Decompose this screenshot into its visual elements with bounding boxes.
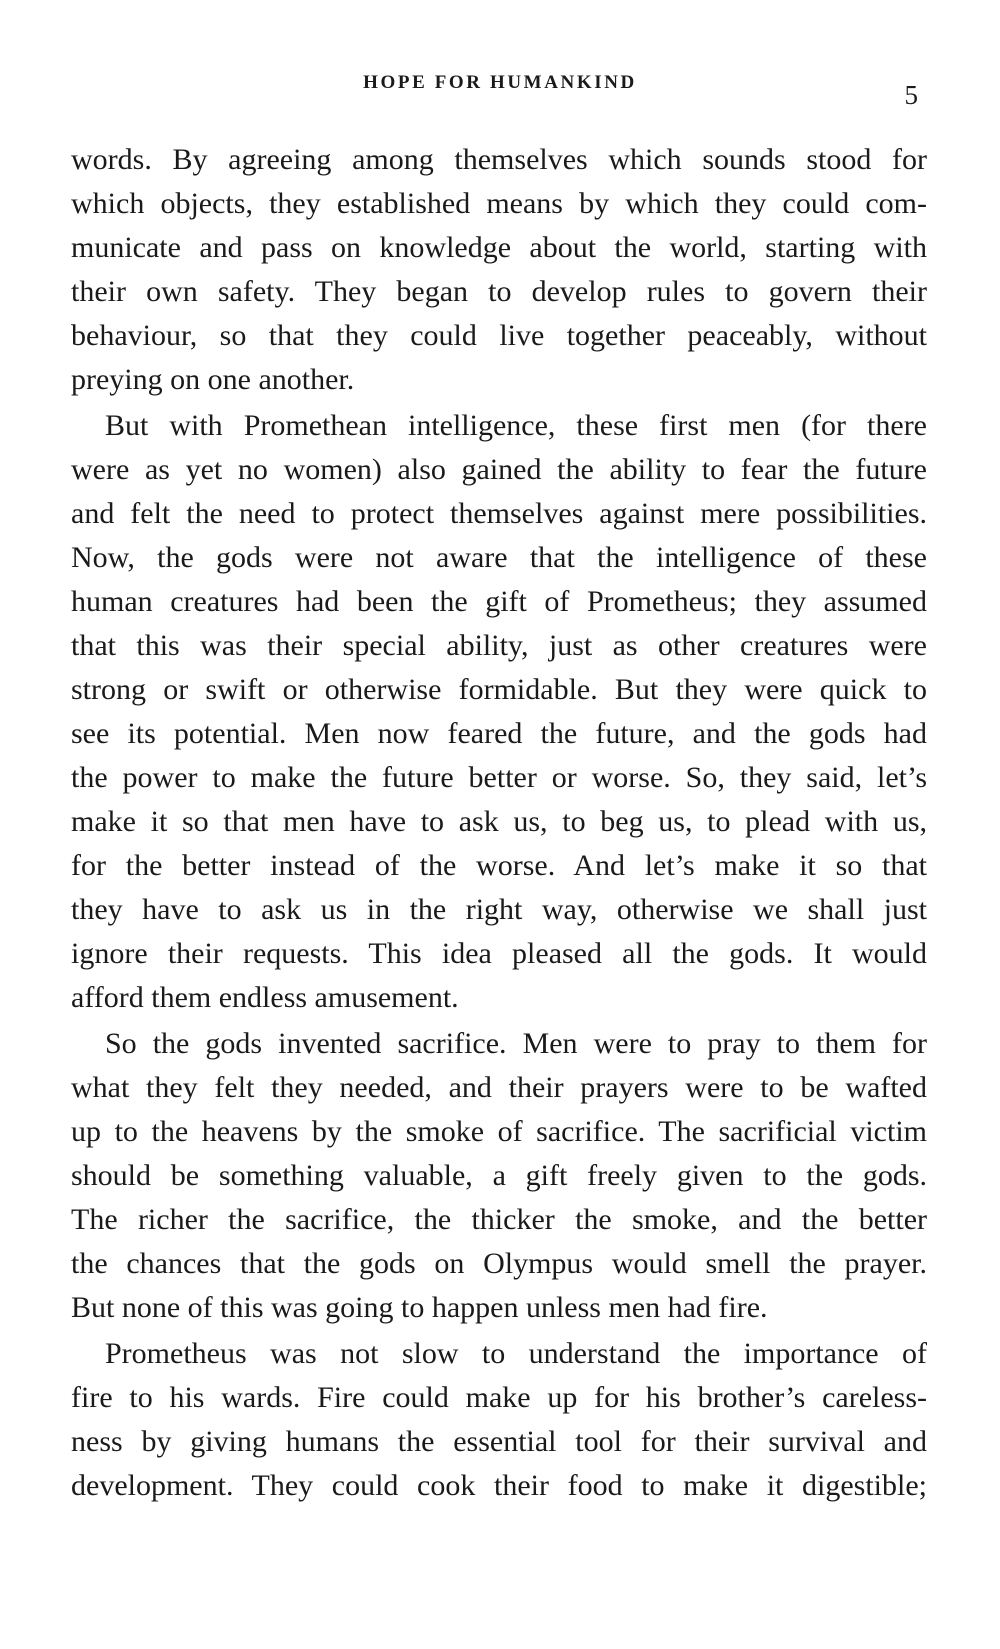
- text-line: municate and pass on knowledge about the world, starting with: [71, 231, 927, 264]
- paragraph-1: [71, 138, 927, 402]
- text-line: up to the heavens by the smoke of sacrifice. The sacrificial victim: [71, 1115, 927, 1148]
- text-line: the chances that the gods on Olympus would smell the prayer.: [71, 1247, 927, 1280]
- text-line: But with Promethean intelligence, these first men (for there: [105, 409, 927, 442]
- text-line: development. They could cook their food to make it digestible;: [71, 1469, 927, 1502]
- paragraph-3: [71, 1022, 927, 1330]
- paragraph-4: [71, 1332, 927, 1508]
- text-line: behaviour, so that they could live together peaceably, without: [71, 319, 927, 352]
- running-head: HOPE FOR HUMANKIND: [363, 72, 637, 93]
- text-line: The richer the sacrifice, the thicker the smoke, and the better: [71, 1203, 927, 1236]
- page-number: 5: [904, 80, 918, 110]
- text-line: preying on one another.: [71, 363, 355, 396]
- text-line: words. By agreeing among themselves which sounds stood for: [71, 143, 927, 176]
- text-line: fire to his wards. Fire could make up for his brother’s careless-: [71, 1381, 927, 1414]
- text-line: and felt the need to protect themselves against mere possibilities.: [71, 497, 927, 530]
- text-line: ignore their requests. This idea pleased all the gods. It would: [71, 937, 927, 970]
- text-line: strong or swift or otherwise formidable. But they were quick to: [71, 673, 927, 706]
- text-line: the power to make the future better or worse. So, they said, let’s: [71, 761, 927, 794]
- text-line: Now, the gods were not aware that the intelligence of these: [71, 541, 927, 574]
- text-line: Prometheus was not slow to understand the importance of: [105, 1337, 927, 1370]
- text-line: ness by giving humans the essential tool for their survival and: [71, 1425, 927, 1458]
- text-line: make it so that men have to ask us, to beg us, to plead with us,: [71, 805, 927, 838]
- text-line: for the better instead of the worse. And let’s make it so that: [71, 849, 927, 882]
- text-line: human creatures had been the gift of Prometheus; they assumed: [71, 585, 927, 618]
- paragraph-2: [71, 404, 927, 1020]
- text-line: what they felt they needed, and their prayers were to be wafted: [71, 1071, 927, 1104]
- text-line: that this was their special ability, just as other creatures were: [71, 629, 927, 662]
- text-line: were as yet no women) also gained the ability to fear the future: [71, 453, 927, 486]
- text-line: afford them endless amusement.: [71, 981, 459, 1014]
- text-line: their own safety. They began to develop rules to govern their: [71, 275, 927, 308]
- text-line: which objects, they established means by which they could com-: [71, 187, 927, 220]
- text-line: they have to ask us in the right way, otherwise we shall just: [71, 893, 927, 926]
- text-line: should be something valuable, a gift freely given to the gods.: [71, 1159, 927, 1192]
- body-text: [71, 138, 927, 1508]
- text-line: see its potential. Men now feared the future, and the gods had: [71, 717, 927, 750]
- text-line: So the gods invented sacrifice. Men were to pray to them for: [105, 1027, 927, 1060]
- text-line: But none of this was going to happen unless men had fire.: [71, 1291, 768, 1324]
